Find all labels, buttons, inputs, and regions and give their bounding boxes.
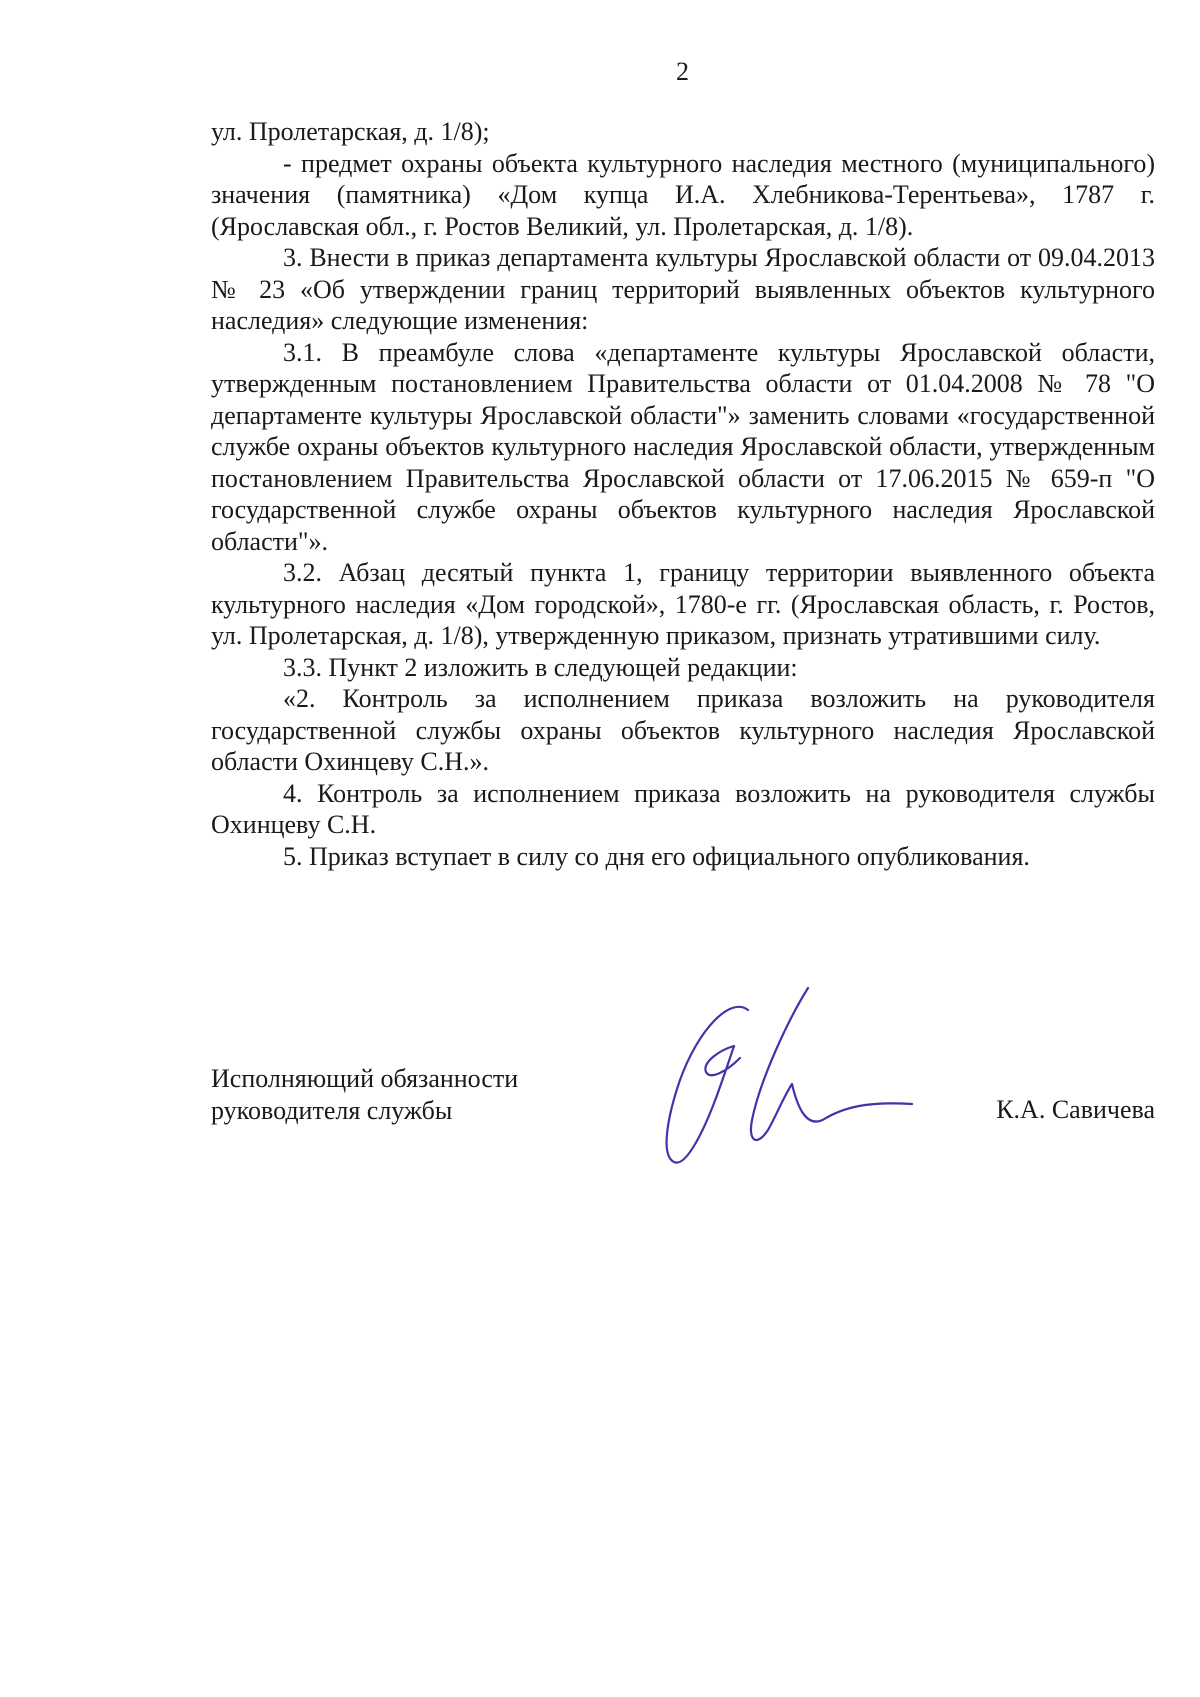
paragraph-address-continuation: ул. Пролетарская, д. 1/8);	[211, 117, 490, 146]
signer-position	[211, 1063, 518, 1126]
paragraph-item-3-3-quote: «2. Контроль за исполнением приказа возложить на руководителя государственной службы охраны объектов культурного наследия Ярославской области Охинцеву С.Н.».	[211, 684, 1155, 776]
signature-block	[211, 1063, 1155, 1173]
paragraph-item-3-3: 3.3. Пункт 2 изложить в следующей редакции:	[283, 652, 798, 682]
signer-name: К.А. Савичева	[996, 1095, 1155, 1124]
paragraph-item-3: 3. Внести в приказ департамента культуры Ярославской области от 09.04.2013 № 23 «Об утверждении границ территорий выявленных объектов культурного наследия» следующие изменения:	[211, 243, 1155, 335]
paragraph-item-3-1: 3.1. В преамбуле слова «департаменте культуры Ярославской области, утвержденным постановлением Правительства области от 01.04.2008 № 78 "О департаменте культуры Ярославской области"» заменить словами «государственной службе охраны объектов культурного наследия Ярославской области, утвержденным постановлением Правительства Ярославской области от 17.06.2015 № 659-п "О государственной службе охраны объектов культурного наследия Ярославской области"».	[211, 337, 1155, 556]
document-body	[211, 116, 1155, 872]
signer-position-line-2: руководителя службы	[211, 1095, 453, 1125]
page-number: 2	[676, 57, 689, 86]
paragraph-protection-subject: - предмет охраны объекта культурного наследия местного (муниципального) значения (памятника) «Дом купца И.А. Хлебникова-Терентьева», 1787 г. (Ярославская обл., г. Ростов Великий, ул. Пролетарская, д. 1/8).	[211, 148, 1155, 241]
signer-position-line-1: Исполняющий обязанности	[211, 1064, 519, 1093]
paragraph-item-4: 4. Контроль за исполнением приказа возложить на руководителя службы Охинцеву С.Н.	[211, 778, 1155, 839]
paragraph-item-3-2: 3.2. Абзац десятый пункта 1, границу территории выявленного объекта культурного наследия «Дом городской», 1780-е гг. (Ярославская область, г. Ростов, ул. Пролетарская, д. 1/8), утвержденную приказом, признать утратившими силу.	[211, 558, 1155, 650]
paragraph-item-5: 5. Приказ вступает в силу со дня его официального опубликования.	[283, 841, 1030, 871]
